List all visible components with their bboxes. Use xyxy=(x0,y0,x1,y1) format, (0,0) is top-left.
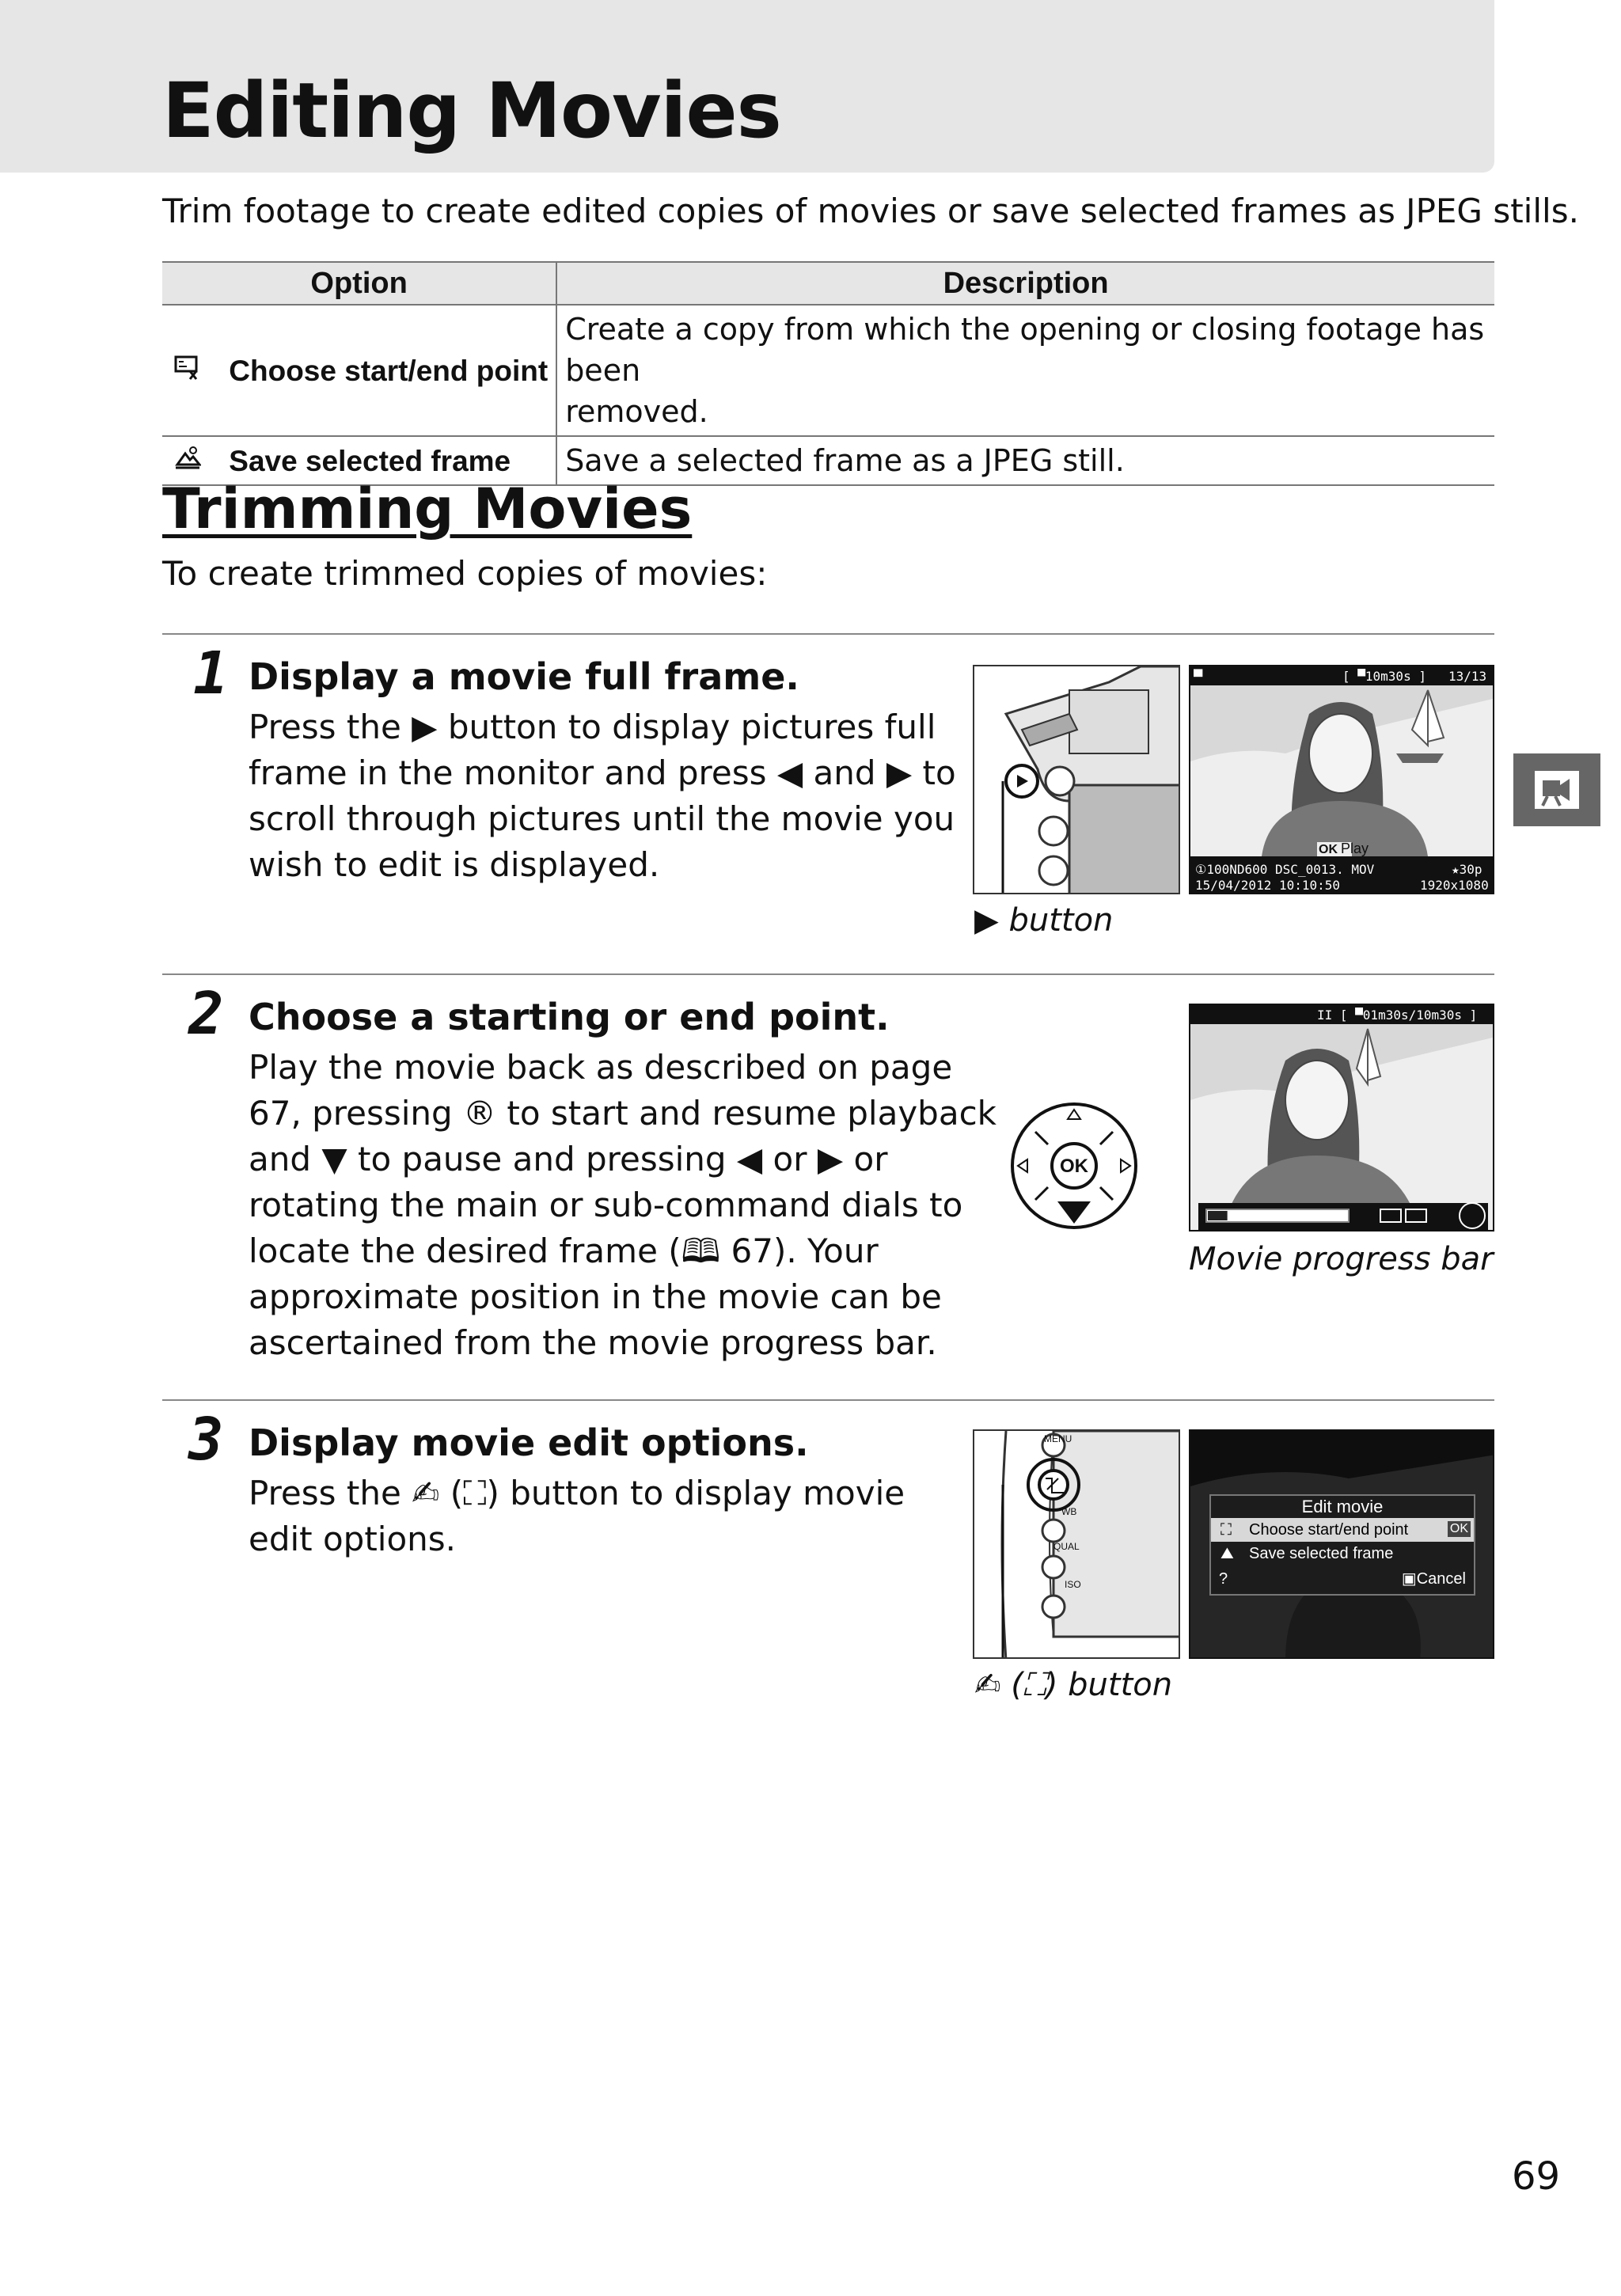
step-line: rotating the main or sub-command dials to xyxy=(249,1186,963,1224)
wb-label: WB xyxy=(1061,1506,1077,1517)
step-body xyxy=(249,704,956,888)
step-divider xyxy=(162,973,1494,975)
ok-button-label: OK xyxy=(1060,1156,1088,1177)
intro-text: Trim footage to create edited copies of movies or save selected frames as JPEG stills. xyxy=(162,192,1579,230)
page-number: 69 xyxy=(1512,2154,1561,2199)
qual-label: QUAL xyxy=(1053,1541,1080,1552)
options-table xyxy=(162,261,1494,486)
step-line: locate the desired frame (🕮 67). Your xyxy=(249,1231,879,1270)
menu-item-label: Choose start/end point xyxy=(1249,1521,1409,1539)
playback-status: II [ ▀01m30s/10m30s ] xyxy=(1317,1008,1478,1023)
edit-movie-screen xyxy=(1189,1429,1494,1659)
step-body xyxy=(249,1045,997,1366)
menu-item-label: Save selected frame xyxy=(1249,1545,1394,1562)
step-line: and ▼ to pause and pressing ◀ or ▶ or xyxy=(249,1140,888,1178)
step-line: scroll through pictures until the movie you xyxy=(249,799,955,838)
option-description: removed. xyxy=(565,394,708,429)
playback-button-caption: ▶ button xyxy=(974,902,1114,939)
menu-item-choose-start-end[interactable] xyxy=(1211,1518,1474,1542)
step-line: 67, pressing ® to start and resume playback xyxy=(249,1094,997,1133)
multi-selector-icon xyxy=(1008,1100,1140,1231)
frame-rate: ★30p xyxy=(1452,862,1482,877)
step-body xyxy=(249,1471,905,1562)
movie-progress-bar xyxy=(1206,1209,1349,1222)
help-icon[interactable]: ? xyxy=(1219,1570,1228,1588)
edit-button-caption: ✍ (⛶) button xyxy=(974,1667,1173,1703)
image-counter: 13/13 xyxy=(1448,669,1487,684)
date-info: 15/04/2012 10:10:50 xyxy=(1195,878,1341,893)
movie-trim-icon: ⛶ xyxy=(1220,1521,1232,1539)
iso-label: ISO xyxy=(1065,1579,1081,1590)
step-line: Play the movie back as described on page xyxy=(249,1048,953,1087)
section-title: Trimming Movies xyxy=(162,476,693,541)
step-line: wish to edit is displayed. xyxy=(249,845,660,884)
option-label: Save selected frame xyxy=(229,444,511,477)
step-number: 2 xyxy=(188,980,224,1048)
menu-item-save-frame[interactable] xyxy=(1211,1542,1474,1565)
playback-screen xyxy=(1189,665,1494,894)
step-title: Display a movie full frame. xyxy=(249,655,799,698)
step-line: Press the ▶ button to display pictures full xyxy=(249,708,936,746)
step-number: 1 xyxy=(193,639,229,708)
movie-chapter-tab xyxy=(1513,753,1600,826)
step-title: Choose a starting or end point. xyxy=(249,996,890,1038)
camera-buttons-illustration xyxy=(973,1429,1180,1659)
step-line: approximate position in the movie can be xyxy=(249,1277,942,1316)
cancel-button[interactable]: ▣Cancel xyxy=(1401,1570,1466,1588)
save-frame-icon xyxy=(173,444,202,478)
section-intro: To create trimmed copies of movies: xyxy=(162,554,768,593)
progress-bar-caption: Movie progress bar xyxy=(1189,1241,1494,1277)
option-column-header: Option xyxy=(162,262,556,305)
movie-playback-screen xyxy=(1189,1004,1494,1231)
step-line: Press the ✍ (⛶) button to display movie xyxy=(249,1474,905,1512)
ok-label: OK xyxy=(1319,843,1338,856)
movie-length: [ ▀10m30s ] xyxy=(1342,669,1426,684)
description-column-header: Description xyxy=(556,262,1494,305)
table-row xyxy=(162,305,1494,436)
step-line: edit options. xyxy=(249,1520,457,1558)
movie-camera-icon xyxy=(1532,768,1582,812)
file-info: ①100ND600 DSC_0013. MOV xyxy=(1195,862,1375,877)
ok-badge: OK xyxy=(1448,1521,1471,1537)
page-title: Editing Movies xyxy=(162,66,781,155)
step-number: 3 xyxy=(188,1406,224,1474)
step-line: frame in the monitor and press ◀ and ▶ to xyxy=(249,753,956,792)
menu-heading: Edit movie xyxy=(1301,1497,1384,1516)
option-label: Choose start/end point xyxy=(229,354,549,387)
menu-button-label: MENU xyxy=(1044,1433,1072,1444)
save-frame-icon: ⛰ xyxy=(1220,1545,1234,1562)
frame-size: 1920x1080 xyxy=(1420,878,1489,893)
cancel-label: Cancel xyxy=(1416,1570,1466,1588)
step-title: Display movie edit options. xyxy=(249,1421,809,1464)
movie-status-icon: ▀ xyxy=(1194,670,1203,684)
movie-trim-icon xyxy=(173,354,202,388)
option-description: Create a copy from which the opening or closing footage has been xyxy=(565,312,1485,388)
edit-movie-menu xyxy=(1209,1494,1475,1596)
step-divider xyxy=(162,1399,1494,1401)
camera-back-illustration xyxy=(973,665,1180,894)
step-divider xyxy=(162,633,1494,635)
movie-progress-fill xyxy=(1208,1211,1228,1220)
play-label: Play xyxy=(1341,841,1369,856)
step-line: ascertained from the movie progress bar. xyxy=(249,1323,937,1362)
menu-footer xyxy=(1211,1565,1474,1592)
option-description: Save a selected frame as a JPEG still. xyxy=(556,436,1494,485)
